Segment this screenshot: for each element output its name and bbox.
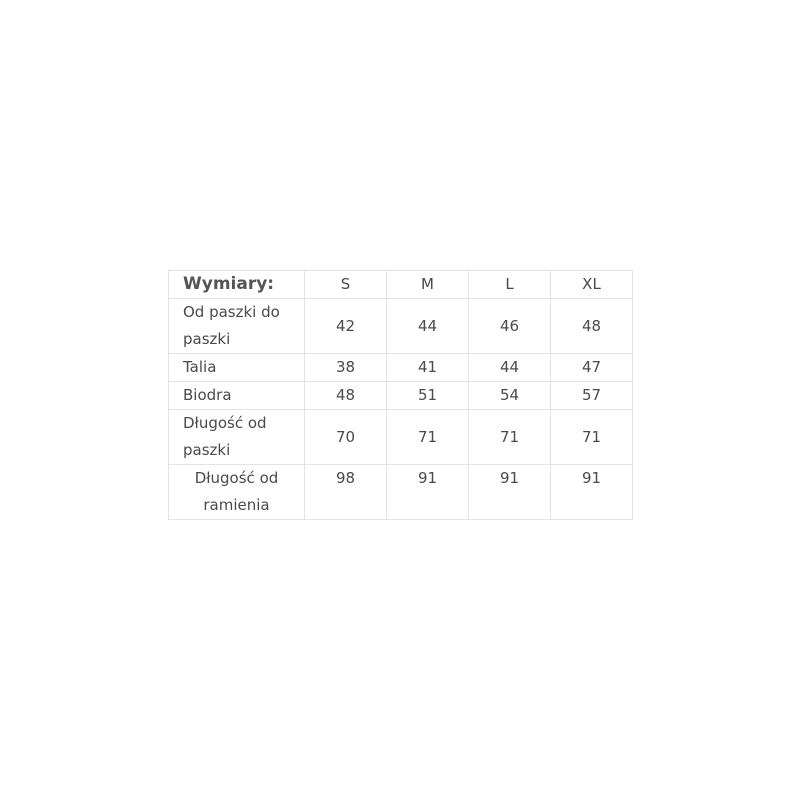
- row-label: Talia: [169, 354, 305, 382]
- size-header-xl: XL: [551, 271, 633, 299]
- cell-value: 46: [469, 299, 551, 354]
- row-label: Długość od ramienia: [169, 465, 305, 520]
- cell-value: 70: [305, 410, 387, 465]
- row-label: Od paszki do paszki: [169, 299, 305, 354]
- size-header-s: S: [305, 271, 387, 299]
- cell-value: 38: [305, 354, 387, 382]
- table-row: [169, 410, 633, 465]
- table-row: [169, 382, 633, 410]
- cell-value: 71: [551, 410, 633, 465]
- cell-value: 91: [387, 465, 469, 520]
- cell-value: 71: [469, 410, 551, 465]
- size-header-l: L: [469, 271, 551, 299]
- cell-value: 54: [469, 382, 551, 410]
- cell-value: 71: [387, 410, 469, 465]
- cell-value: 44: [469, 354, 551, 382]
- cell-value: 41: [387, 354, 469, 382]
- cell-value: 91: [469, 465, 551, 520]
- cell-value: 98: [305, 465, 387, 520]
- row-label: Biodra: [169, 382, 305, 410]
- cell-value: 91: [551, 465, 633, 520]
- table-row: [169, 354, 633, 382]
- cell-value: 44: [387, 299, 469, 354]
- cell-value: 57: [551, 382, 633, 410]
- row-label: Długość od paszki: [169, 410, 305, 465]
- table-row: [169, 299, 633, 354]
- cell-value: 42: [305, 299, 387, 354]
- table-header-row: [169, 271, 633, 299]
- header-label: Wymiary:: [169, 271, 305, 299]
- cell-value: 51: [387, 382, 469, 410]
- size-header-m: M: [387, 271, 469, 299]
- size-chart-table: [168, 270, 633, 520]
- cell-value: 48: [551, 299, 633, 354]
- table-row: [169, 465, 633, 520]
- cell-value: 47: [551, 354, 633, 382]
- cell-value: 48: [305, 382, 387, 410]
